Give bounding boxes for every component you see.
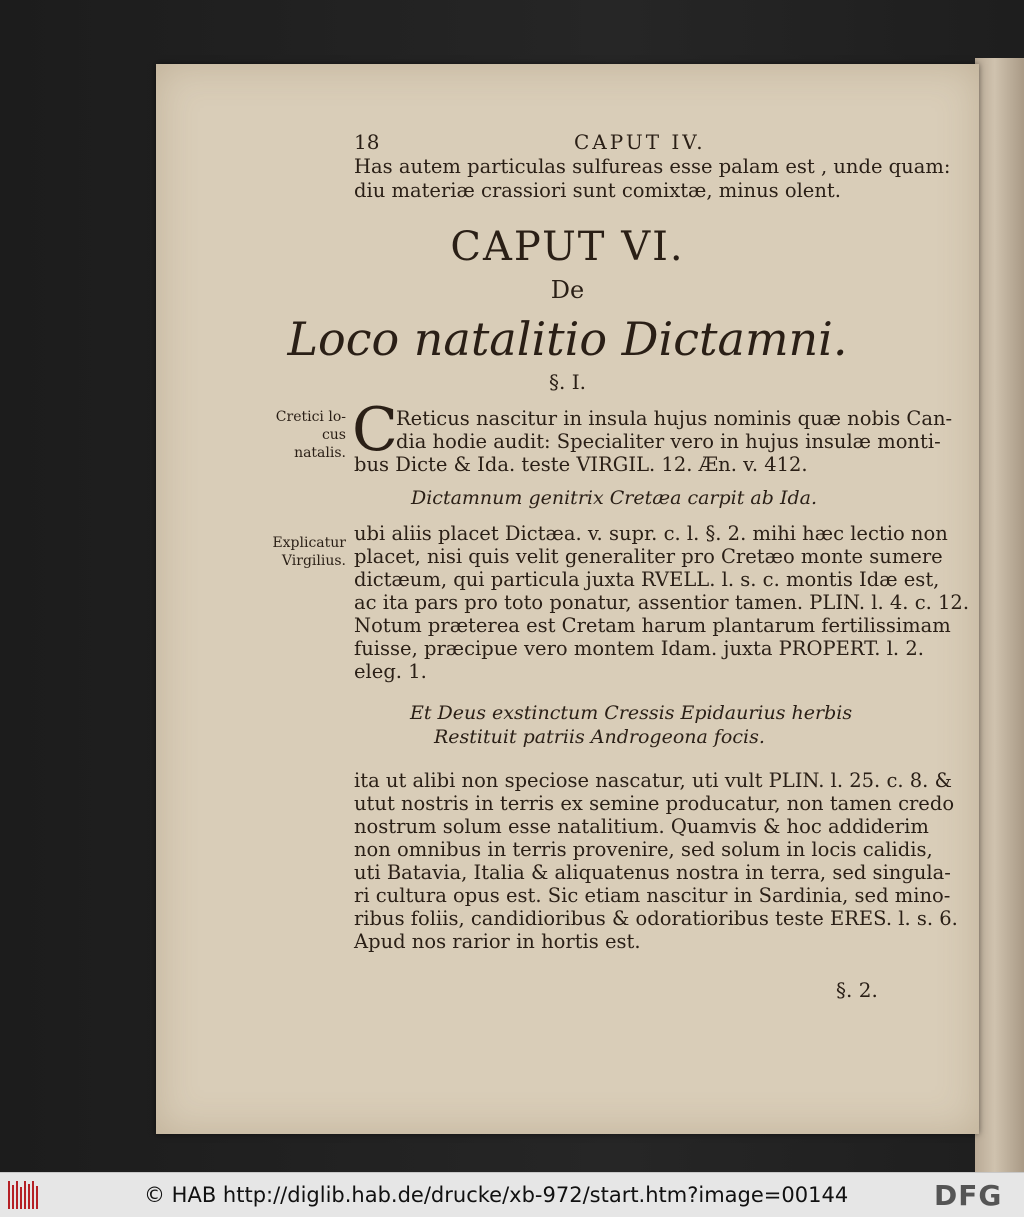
text-line: Reticus nascitur in insula hujus nominis quæ nobis Can-: [396, 407, 953, 430]
verse-line: Et Deus exstinctum Cressis Epidaurius herbis: [410, 702, 853, 724]
text-line: Apud nos rarior in hortis est.: [354, 930, 641, 953]
text-line: diu materiæ crassiori sunt comixtæ, minus olent.: [354, 179, 841, 202]
gloss-line: Cretici lo-: [275, 409, 346, 425]
gloss-line: Virgilius.: [281, 553, 346, 569]
copyright-link[interactable]: © HAB http://diglib.hab.de/drucke/xb-972/start.htm?image=00144: [144, 1183, 849, 1207]
text-line: dictæum, qui particula juxta RVELL. l. s. c. montis Idæ est,: [354, 568, 940, 591]
marginal-gloss: [266, 408, 346, 462]
text-line: bus Dicte & Ida. teste VIRGIL. 12. Æn. v. 412.: [354, 453, 808, 476]
page-number: 18: [354, 130, 380, 154]
text-line: ita ut alibi non speciose nascatur, uti vult PLIN. l. 25. c. 8. &: [354, 769, 952, 792]
main-title: Loco natalitio Dictamni.: [287, 312, 848, 366]
gloss-line: Explicatur: [272, 535, 346, 551]
text-line: utut nostris in terris ex semine producatur, non tamen credo: [354, 792, 955, 815]
gloss-line: cus natalis.: [294, 427, 346, 461]
verse-line: Dictamnum genitrix Cretæa carpit ab Ida.: [411, 487, 817, 509]
text-line: fuisse, præcipue vero montem Idam. juxta PROPERT. l. 2.: [354, 637, 924, 660]
text-line: nostrum solum esse natalitium. Quamvis & hoc addiderim: [354, 815, 929, 838]
catchword: §. 2.: [836, 978, 878, 1002]
title-preposition: De: [550, 276, 585, 304]
running-title: CAPUT IV.: [574, 130, 706, 154]
book-page: [156, 64, 979, 1134]
verse-line: Restituit patriis Androgeona focis.: [434, 726, 765, 748]
viewer-footer: [0, 1172, 1024, 1217]
text-line: Has autem particulas sulfureas esse palam est , unde quam:: [354, 155, 951, 178]
text-line: eleg. 1.: [354, 660, 427, 683]
drop-capital: C: [352, 395, 398, 465]
text-line: ac ita pars pro toto ponatur, assentior tamen. PLIN. l. 4. c. 12.: [354, 591, 970, 614]
section-mark: §. I.: [549, 370, 586, 394]
text-line: uti Batavia, Italia & aliquatenus nostra in terra, sed singula-: [354, 861, 951, 884]
text-line: Notum præterea est Cretam harum plantarum fertilissimam: [354, 614, 951, 637]
text-line: non omnibus in terris provenire, sed solum in locis calidis,: [354, 838, 933, 861]
text-line: dia hodie audit: Specialiter vero in hujus insulæ monti-: [396, 430, 941, 453]
dfg-logo[interactable]: DFG: [934, 1179, 1003, 1212]
marginal-gloss: [264, 534, 346, 570]
text-line: ribus foliis, candidioribus & odoratioribus teste ERES. l. s. 6.: [354, 907, 958, 930]
hab-logo-icon[interactable]: [8, 1181, 38, 1209]
text-line: placet, nisi quis velit generaliter pro Cretæo monte sumere: [354, 545, 943, 568]
text-line: ri cultura opus est. Sic etiam nascitur in Sardinia, sed mino-: [354, 884, 951, 907]
chapter-title: CAPUT VI.: [450, 224, 685, 270]
next-page-edge: [975, 58, 1024, 1172]
text-line: ubi aliis placet Dictæa. v. supr. c. l. §. 2. mihi hæc lectio non: [354, 522, 948, 545]
